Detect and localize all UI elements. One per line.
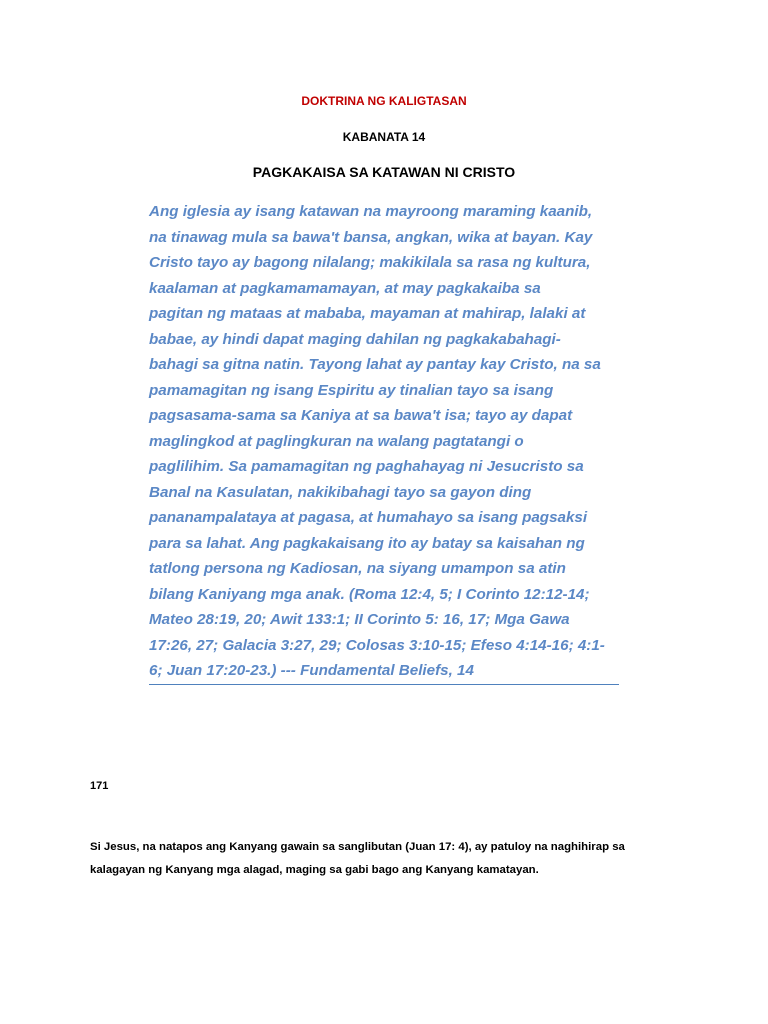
document-title: DOKTRINA NG KALIGTASAN — [301, 94, 467, 108]
chapter-label: KABANATA 14 — [342, 130, 426, 144]
quote-line: Cristo tayo ay bagong nilalang; makikilala sa rasa ng kultura, — [149, 254, 591, 271]
quote-divider — [149, 684, 619, 685]
body-text-line: kalagayan ng Kanyang mga alagad, maging sa gabi bago ang Kanyang kamatayan. — [90, 864, 539, 876]
body-paragraph — [90, 836, 690, 882]
quote-line: Ang iglesia ay isang katawan na mayroong maraming kaanib, — [149, 203, 593, 220]
quote-line: bilang Kaniyang mga anak. (Roma 12:4, 5; I Corinto 12:12-14; — [149, 585, 590, 603]
quote-line: kaalaman at pagkamamamayan, at may pagkakaiba sa — [149, 279, 541, 297]
quote-line: pananampalataya at pagasa, at humahayo sa isang pagsaksi — [149, 509, 588, 526]
fundamental-belief-quote — [149, 199, 619, 684]
quote-line: pamamagitan ng isang Espiritu ay tinalian tayo sa isang — [149, 381, 554, 399]
quote-line: Mateo 28:19, 20; Awit 133:1; II Corinto 5: 16, 17; Mga Gawa — [149, 611, 570, 628]
quote-line: paglilihim. Sa pamamagitan ng paghahayag ni Jesucristo sa — [149, 458, 584, 475]
quote-line: para sa lahat. Ang pagkakaisang ito ay batay sa kaisahan ng — [149, 534, 585, 552]
quote-line: pagitan ng mataas at mababa, mayaman at mahirap, lalaki at — [149, 305, 586, 322]
quote-line: Banal na Kasulatan, nakikibahagi tayo sa gayon ding — [149, 483, 532, 501]
quote-line: pagsasama-sama sa Kaniya at sa bawa't isa; tayo ay dapat — [149, 407, 573, 424]
chapter-heading: PAGKAKAISA SA KATAWAN NI CRISTO — [252, 164, 516, 180]
quote-line: babae, ay hindi dapat maging dahilan ng pagkakabahagi- — [149, 330, 561, 348]
page-number: 171 — [90, 780, 109, 792]
quote-line: na tinawag mula sa bawa't bansa, angkan, wika at bayan. Kay — [149, 228, 593, 246]
quote-line: 6; Juan 17:20-23.) --- Fundamental Beliefs, 14 — [149, 662, 474, 679]
quote-line: 17:26, 27; Galacia 3:27, 29; Colosas 3:10-15; Efeso 4:14-16; 4:1- — [149, 636, 605, 654]
quote-line: maglingkod at paglingkuran na walang pagtatangi o — [149, 432, 524, 450]
quote-line: tatlong persona ng Kadiosan, na siyang umampon sa atin — [149, 560, 566, 577]
body-text-line: Si Jesus, na natapos ang Kanyang gawain sa sanglibutan (Juan 17: 4), ay patuloy na naghihirap sa — [90, 841, 625, 853]
quote-line: bahagi sa gitna natin. Tayong lahat ay pantay kay Cristo, na sa — [149, 356, 601, 373]
